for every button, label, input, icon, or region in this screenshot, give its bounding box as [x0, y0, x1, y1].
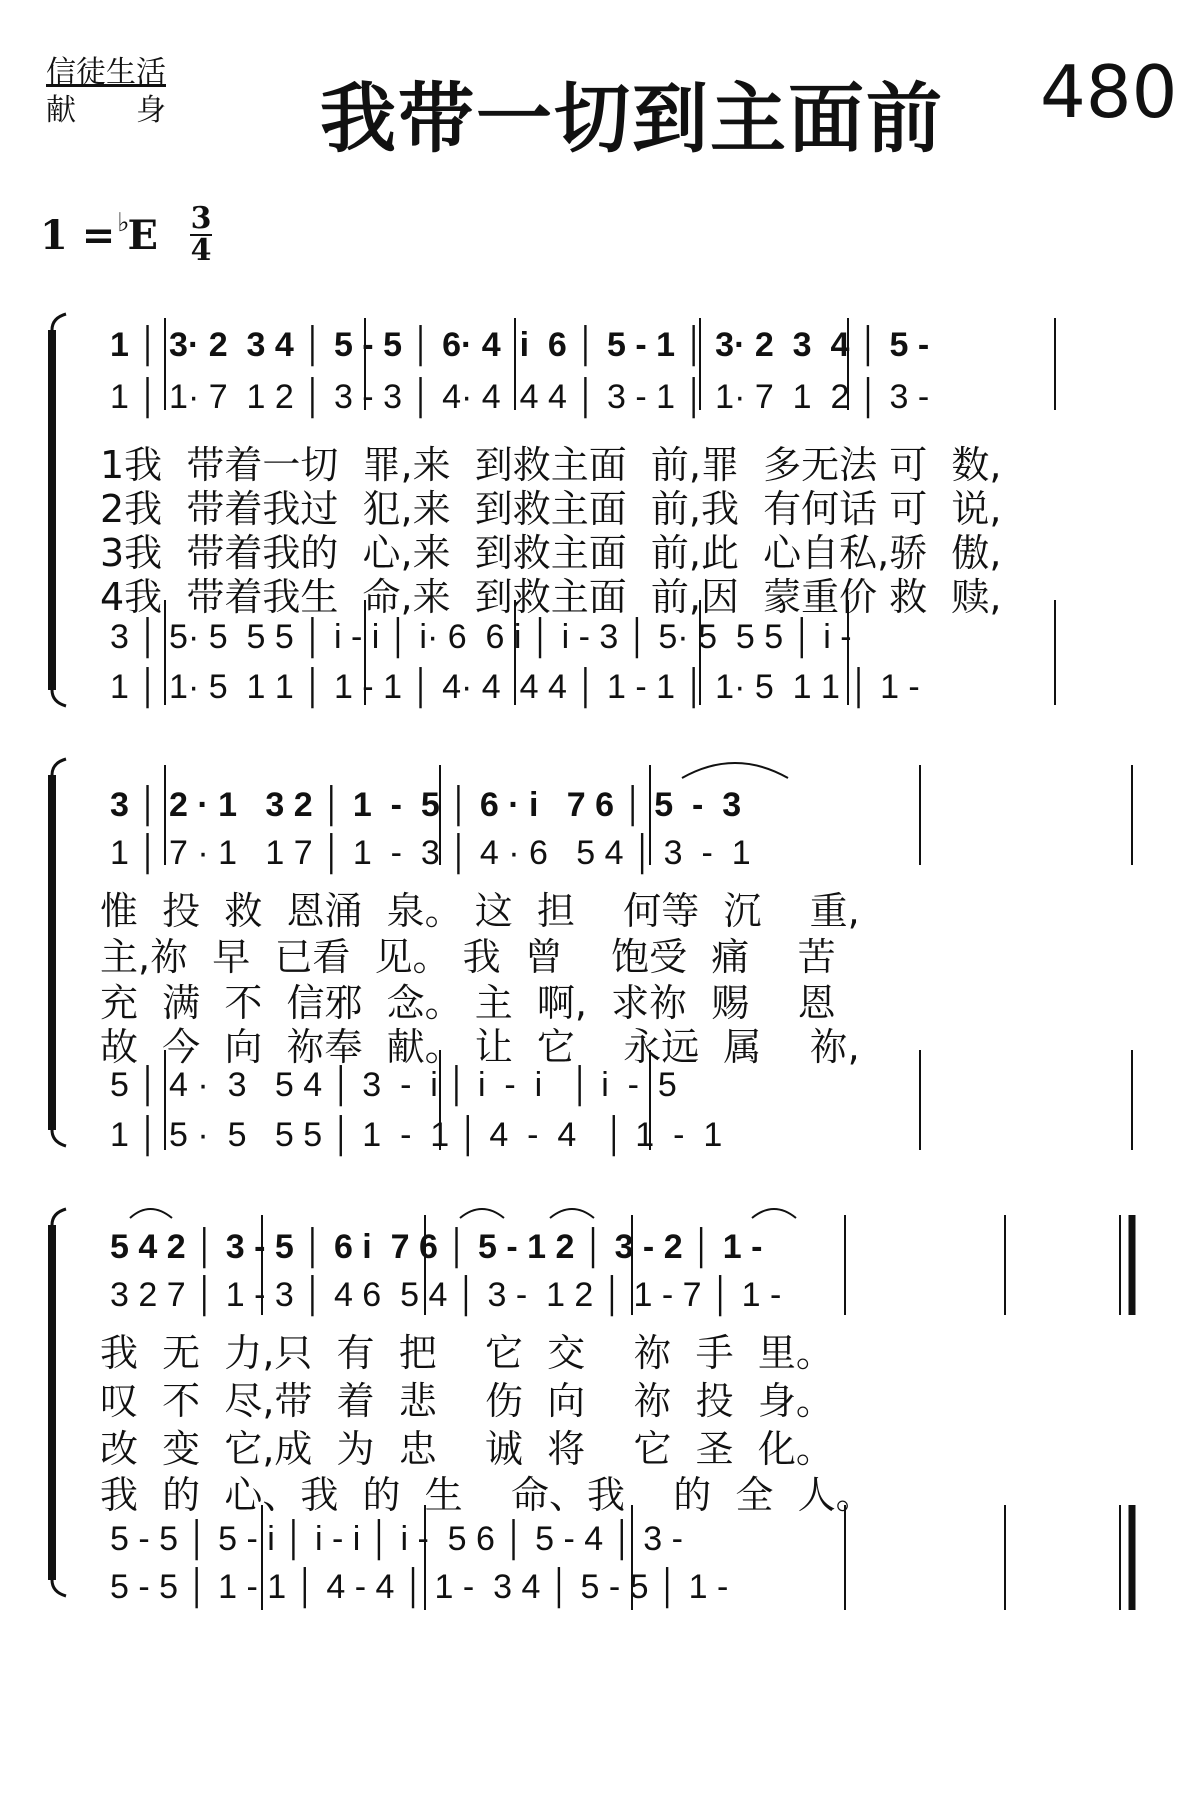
system-2-verse-1: 惟 投 救 恩涌 泉。 这 担 何等 沉 重,: [100, 889, 860, 933]
system-2-soprano: 3 │ 2 · 1 3 2 │ 1 - 5 │ 6 · i 7 6 │ 5 - 3: [110, 786, 742, 824]
time-bottom: 4: [190, 233, 212, 268]
system-2-verse-3: 充 满 不 信邪 念。 主 啊, 求祢 赐 恩: [100, 981, 836, 1025]
system-1-soprano: 1 │ 3· 2 3 4 │ 5 - 5 │ 6· 4 i 6 │ 5 - 1 │ 3· 2 3 4 │ 5 -: [110, 326, 930, 364]
time-top: 3: [190, 201, 212, 236]
system-3-verse-4: 我 的 心、我 的 生 命、我 的 全 人。: [100, 1473, 874, 1517]
system-3-verse-3: 改 变 它,成 为 忠 诚 将 它 圣 化。: [100, 1427, 834, 1471]
system-2-bass: 1 │ 5 · 5 5 5 │ 1 - 1 │ 4 - 4 │ 1 - 1: [110, 1116, 723, 1154]
system-3-bracket: [52, 1209, 66, 1596]
system-2-alto: 1 │ 7 · 1 1 7 │ 1 - 3 │ 4 · 6 5 4 │ 3 - 1: [110, 834, 751, 872]
system-1-tenor: 3 │ 5· 5 5 5 │ i - i │ i· 6 6 i │ i - 3 │ 5· 5 5 5 │ i -: [110, 618, 852, 656]
system-2-verse-4: 故 今 向 祢奉 献。 让 它 永远 属 祢,: [100, 1025, 860, 1069]
key-prefix: 1 =: [40, 212, 116, 259]
category-label: 信徒生活: [46, 55, 166, 90]
system-1-alto: 1 │ 1· 7 1 2 │ 3 - 3 │ 4· 4 4 4 │ 3 - 1 │ 1· 7 1 2 │ 3 -: [110, 378, 930, 416]
system-3-verse-1: 我 无 力,只 有 把 它 交 祢 手 里。: [100, 1331, 834, 1375]
system-1-verse-4: 4我 带着我生 命,来 到救主面 前,因 蒙重价 救 赎,: [100, 575, 1002, 619]
system-2-bracket: [52, 759, 66, 1146]
flat-symbol: ♭: [117, 208, 130, 238]
system-2-verse-2: 主,祢 早 已看 见。 我 曾 饱受 痛 苦: [100, 935, 836, 979]
key-letter: E: [127, 212, 159, 259]
hymn-title: 我带一切到主面前: [320, 74, 944, 163]
system-1-verse-2: 2我 带着我过 犯,来 到救主面 前,我 有何话 可 说,: [100, 487, 1002, 531]
subcategory-char-1: 献: [46, 93, 76, 128]
system-2-tenor: 5 │ 4 · 3 5 4 │ 3 - i │ i - i │ i - 5: [110, 1066, 677, 1104]
hymn-number: 480: [1040, 50, 1178, 134]
subcategory-char-2: 身: [136, 93, 166, 128]
system-3-soprano: 5 4 2 │ 3 - 5 │ 6 i 7 6 │ 5 - 1 2 │ 3 - 2 │ 1 -: [110, 1228, 763, 1266]
system-1-bass: 1 │ 1· 5 1 1 │ 1 - 1 │ 4· 4 4 4 │ 1 - 1 │ 1· 5 1 1 │ 1 -: [110, 668, 920, 706]
system-1-verse-3: 3我 带着我的 心,来 到救主面 前,此 心自私,骄 傲,: [100, 531, 1002, 575]
system-3-verse-2: 叹 不 尽,带 着 悲 伤 向 祢 投 身。: [100, 1379, 834, 1423]
system-3-tenor: 5 - 5 │ 5 - i │ i - i │ i - 5 6 │ 5 - 4 │ 3 -: [110, 1520, 683, 1558]
system-3-bass: 5 - 5 │ 1 - 1 │ 4 - 4 │ 1 - 3 4 │ 5 - 5 │ 1 -: [110, 1568, 729, 1606]
system-3-alto: 3 2 7 │ 1 - 3 │ 4 6 5 4 │ 3 - 1 2 │ 1 - 7 │ 1 -: [110, 1276, 782, 1314]
system-1-bracket: [52, 314, 66, 706]
system-1-verse-1: 1我 带着一切 罪,来 到救主面 前,罪 多无法 可 数,: [100, 443, 1002, 487]
